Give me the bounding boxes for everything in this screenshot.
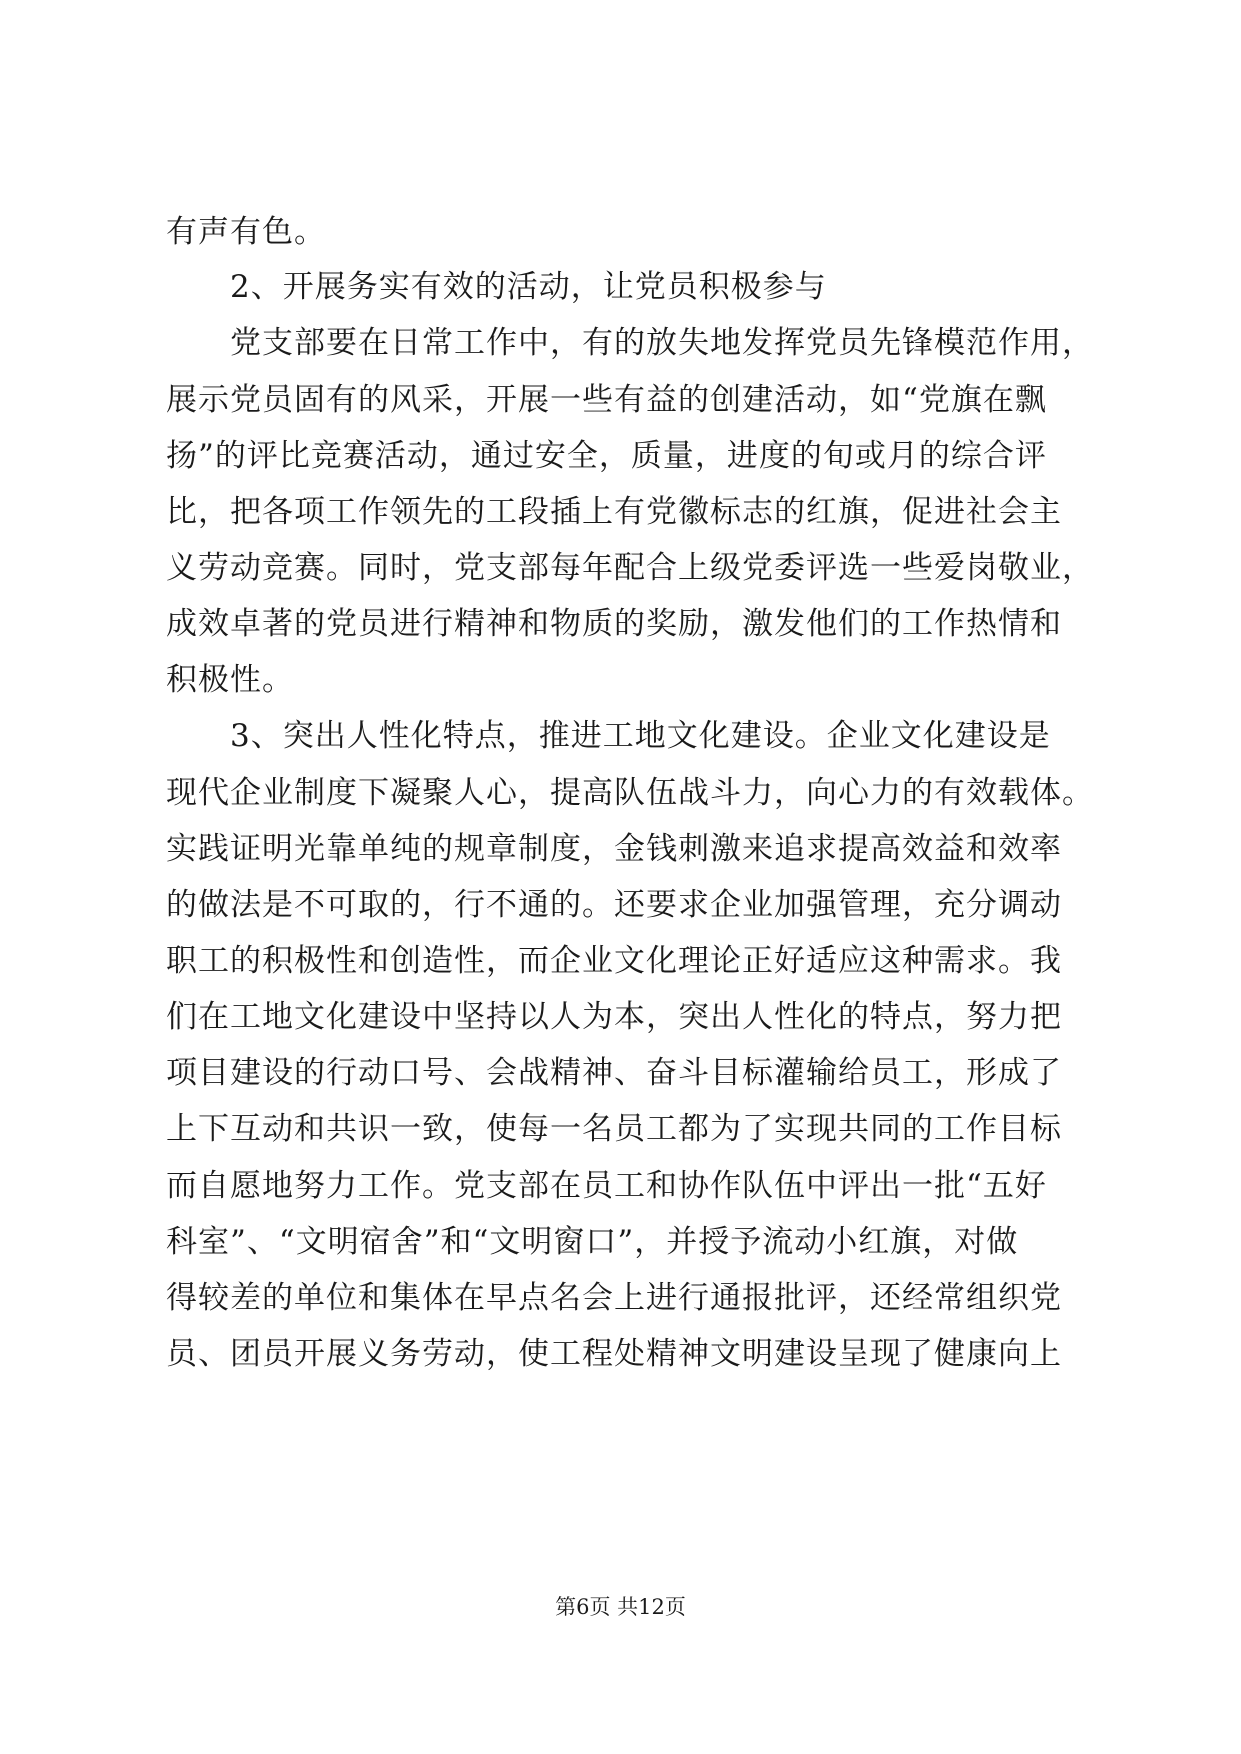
text-line: 上下互动和共识一致，使每一名员工都为了实现共同的工作目标 xyxy=(166,1111,1062,1147)
page-footer: 第6页 共12页 xyxy=(555,1595,686,1619)
text-line: 科室”、“文明宿舍”和“文明窗口”，并授予流动小红旗，对做 xyxy=(166,1224,1019,1260)
section-heading: 2、开展务实有效的活动，让党员积极参与 xyxy=(230,269,827,305)
text-line: 扬”的评比竞赛活动，通过安全，质量，进度的旬或月的综合评 xyxy=(166,438,1047,474)
text-line: 义劳动竞赛。同时，党支部每年配合上级党委评选一些爱岗敬业， xyxy=(166,550,1094,586)
text-line: 成效卓著的党员进行精神和物质的奖励，激发他们的工作热情和 xyxy=(166,606,1062,642)
text-line: 员、团员开展义务劳动，使工程处精神文明建设呈现了健康向上 xyxy=(166,1336,1062,1372)
text-line: 的做法是不可取的，行不通的。还要求企业加强管理，充分调动 xyxy=(166,887,1062,923)
text-line: 党支部要在日常工作中，有的放失地发挥党员先锋模范作用， xyxy=(230,325,1094,361)
text-line: 积极性。 xyxy=(166,662,294,698)
text-line: 们在工地文化建设中坚持以人为本，突出人性化的特点，努力把 xyxy=(166,999,1062,1035)
text-line: 项目建设的行动口号、会战精神、奋斗目标灌输给员工，形成了 xyxy=(166,1055,1062,1091)
text-line: 展示党员固有的风采，开展一些有益的创建活动，如“党旗在飘 xyxy=(166,382,1047,418)
text-line: 而自愿地努力工作。党支部在员工和协作队伍中评出一批“五好 xyxy=(166,1168,1047,1204)
text-line: 现代企业制度下凝聚人心，提高队伍战斗力，向心力的有效载体。 xyxy=(166,775,1094,811)
text-line: 职工的积极性和创造性，而企业文化理论正好适应这种需求。我 xyxy=(166,943,1062,979)
text-line: 比，把各项工作领先的工段插上有党徽标志的红旗，促进社会主 xyxy=(166,494,1062,530)
text-line: 有声有色。 xyxy=(166,214,326,250)
text-line: 实践证明光靠单纯的规章制度，金钱刺激来追求提高效益和效率 xyxy=(166,831,1062,867)
section-heading: 3、突出人性化特点，推进工地文化建设。企业文化建设是 xyxy=(230,718,1051,754)
text-line: 得较差的单位和集体在早点名会上进行通报批评，还经常组织党 xyxy=(166,1280,1062,1316)
